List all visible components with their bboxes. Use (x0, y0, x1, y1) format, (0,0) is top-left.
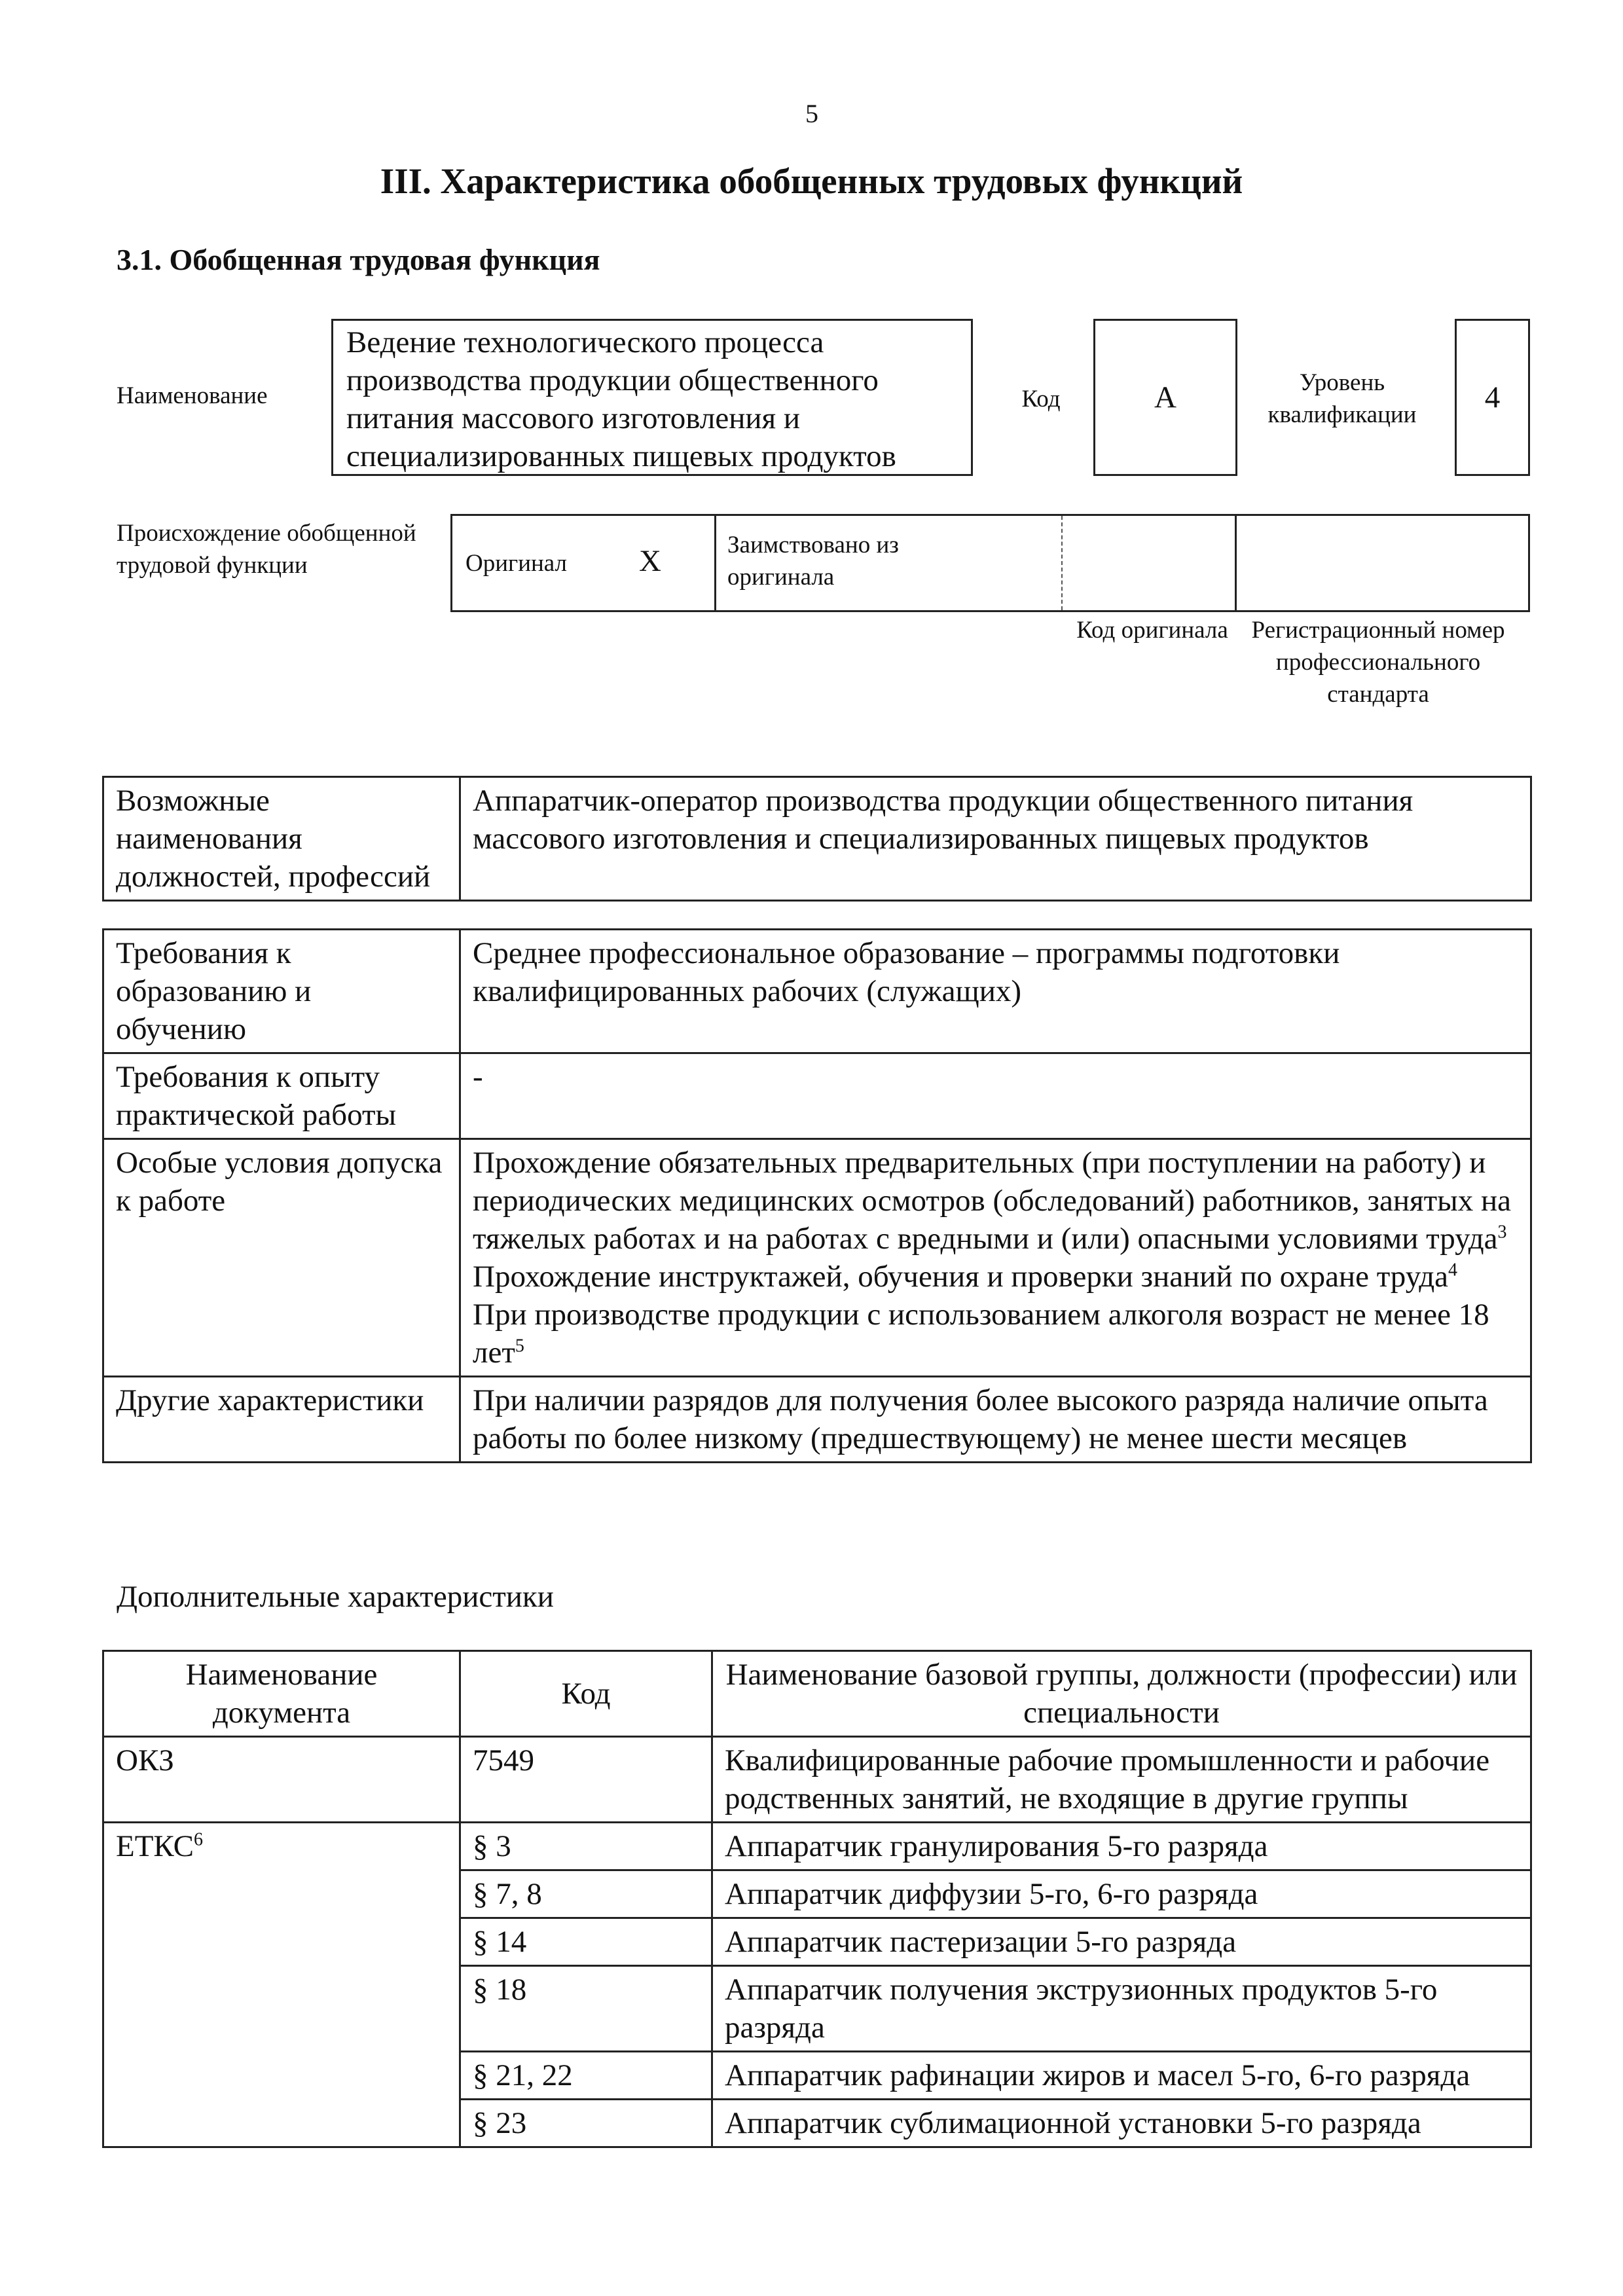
level-box (1455, 319, 1530, 476)
positions-label: Возможные наименования должностей, профессий (103, 777, 460, 901)
etks-name: Аппаратчик пастеризации 5-го разряда (712, 1918, 1531, 1966)
original-label: Оригинал (465, 550, 568, 577)
req-text: При производстве продукции с использованием алкоголя возраст не менее 18 лет (473, 1298, 1489, 1370)
code-original-caption: Код оригинала (1076, 617, 1228, 644)
okz-code: 7549 (460, 1737, 712, 1823)
req-line (473, 1144, 1518, 1258)
req-label: Особые условия допуска к работе (103, 1139, 460, 1377)
origin-divider-3 (1235, 516, 1237, 610)
footnote-ref: 3 (1497, 1222, 1507, 1243)
positions-value: Аппаратчик-оператор производства продукции общественного питания массового изготовления и специализированных пищевых продуктов (460, 777, 1531, 901)
origin-divider-1 (714, 516, 716, 610)
header-name: Наименование базовой группы, должности (профессии) или специальности (712, 1651, 1531, 1737)
req-text: - (473, 1060, 483, 1094)
etks-code: § 23 (460, 2100, 712, 2147)
etks-name: Аппаратчик рафинации жиров и масел 5-го, 6-го разряда (712, 2052, 1531, 2100)
etks-doc-cell (103, 1823, 460, 2147)
footnote-ref: 6 (193, 1829, 203, 1850)
req-row-education (103, 930, 1531, 1053)
additional-title: Дополнительные характеристики (117, 1580, 554, 1614)
okz-row (103, 1737, 1531, 1823)
level-label: Уровень квалификации (1267, 369, 1417, 428)
code-label: Код (1021, 386, 1061, 412)
req-text: Прохождение инструктажей, обучения и проверки знаний по охране труда (473, 1260, 1449, 1294)
req-label: Требования к образованию и обучению (103, 930, 460, 1053)
okz-doc: ОКЗ (103, 1737, 460, 1823)
etks-code: § 3 (460, 1823, 712, 1870)
function-name-box (331, 319, 973, 476)
req-label: Другие характеристики (103, 1377, 460, 1463)
req-line (473, 1258, 1518, 1296)
etks-code: § 7, 8 (460, 1870, 712, 1918)
page-number: 5 (805, 99, 818, 128)
subsection-title: 3.1. Обобщенная трудовая функция (117, 243, 600, 276)
etks-code: § 14 (460, 1918, 712, 1966)
req-text: Прохождение обязательных предварительных (при поступлении на работу) и периодических медицинских осмотров (обследований) работников, занятых на тяжелых работах и на работах с вредными и (или) опасными условиями труда (473, 1146, 1511, 1256)
origin-box (450, 514, 1530, 612)
level-value: 4 (1484, 380, 1501, 414)
borrowed-label: Заимствовано из оригинала (727, 532, 899, 591)
additional-table (102, 1650, 1532, 2148)
etks-name: Аппаратчик гранулирования 5-го разряда (712, 1823, 1531, 1870)
req-row-other (103, 1377, 1531, 1463)
positions-row (103, 777, 1531, 901)
reg-number-caption: Регистрационный номер профессионального стандарта (1251, 617, 1505, 708)
name-label: Наименование (117, 382, 268, 409)
req-text: Среднее профессиональное образование – программы подготовки квалифицированных рабочих (служащих) (473, 936, 1340, 1008)
req-label: Требования к опыту практической работы (103, 1053, 460, 1139)
code-value: А (1154, 380, 1176, 414)
positions-table (102, 776, 1532, 902)
additional-header-row (103, 1651, 1531, 1737)
etks-name: Аппаратчик получения экструзионных продуктов 5-го разряда (712, 1966, 1531, 2052)
footnote-ref: 4 (1448, 1260, 1458, 1281)
code-box (1093, 319, 1237, 476)
etks-code: § 21, 22 (460, 2052, 712, 2100)
requirements-table (102, 928, 1532, 1463)
section-title: III. Характеристика обобщенных трудовых функций (380, 161, 1243, 201)
req-text: При наличии разрядов для получения более высокого разряда наличие опыта работы по более низкому (предшествующему) не менее шести месяцев (473, 1383, 1488, 1455)
function-name-value: Ведение технологического процесса производства продукции общественного питания массового изготовления и специализированных пищевых продуктов (346, 325, 896, 473)
header-doc: Наименование документа (103, 1651, 460, 1737)
etks-row (103, 1823, 1531, 1870)
origin-label: Происхождение обобщенной трудовой функции (117, 520, 416, 579)
req-row-experience (103, 1053, 1531, 1139)
origin-divider-2 (1061, 516, 1063, 610)
etks-doc: ЕТКС (116, 1829, 194, 1863)
req-line (473, 1296, 1518, 1372)
header-code: Код (460, 1651, 712, 1737)
etks-code: § 18 (460, 1966, 712, 2052)
okz-name: Квалифицированные рабочие промышленности и рабочие родственных занятий, не входящие в другие группы (712, 1737, 1531, 1823)
req-row-admission (103, 1139, 1531, 1377)
etks-name: Аппаратчик сублимационной установки 5-го разряда (712, 2100, 1531, 2147)
etks-name: Аппаратчик диффузии 5-го, 6-го разряда (712, 1870, 1531, 1918)
original-mark: X (639, 544, 661, 578)
footnote-ref: 5 (515, 1336, 524, 1357)
